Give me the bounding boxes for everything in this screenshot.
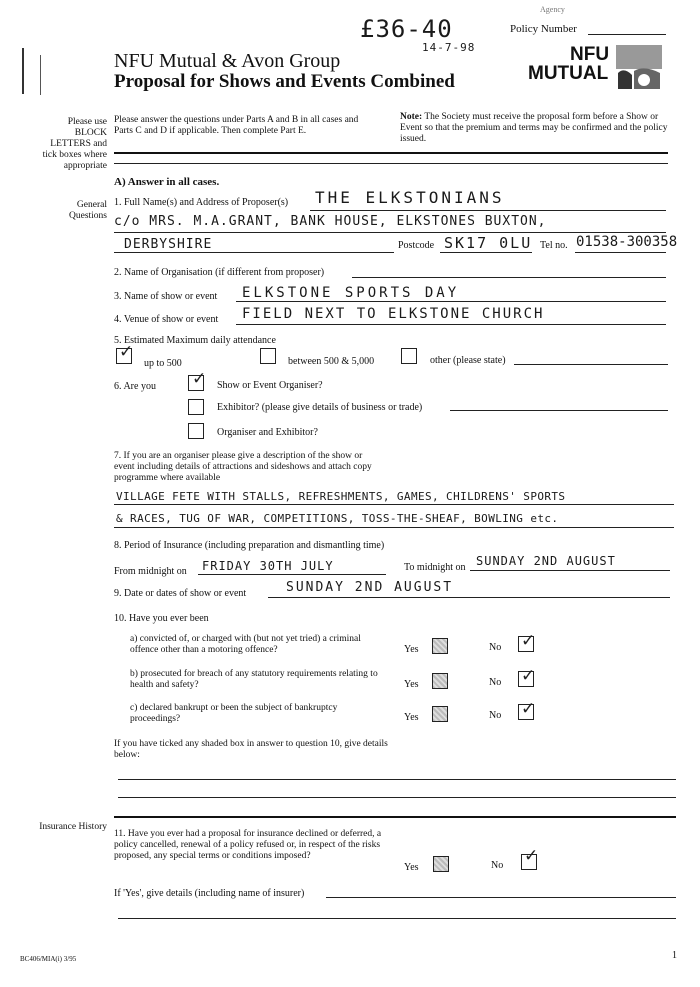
q10c-yes-checkbox[interactable] [432,706,448,722]
q10b-yes-checkbox[interactable] [432,673,448,689]
tel-value: 01538-300358 [576,234,678,250]
q1-field-line1[interactable] [310,210,666,211]
page-number: 1 [672,950,677,961]
tel-label: Tel no. [540,240,568,251]
from-label: From midnight on [114,566,187,577]
instructions-text: Please answer the questions under Parts A and B in all cases and Parts C and D if applicable. Then complete Part E. [114,115,359,136]
tel-field[interactable] [575,252,666,253]
handwritten-premium: £36-40 [360,15,453,43]
q11-text: 11. Have you ever had a proposal for insurance declined or deferred, a policy cancelled, renewal of a policy refused or, in respect of the risks proposed, any special terms or conditions imposed? [114,829,382,861]
note-body: The Society must receive the proposal form before a Show or Event so that the premium and terms may be confirmed and the policy issued. [400,112,668,144]
q1-label: 1. Full Name(s) and Address of Proposer(s) [114,197,289,208]
form-code: BC406/MIA(i) 3/95 [20,955,77,963]
policy-number-field[interactable] [588,34,666,35]
note-text [400,112,670,145]
margin-binding-mark [22,48,24,94]
q5-checkbox-500-5000[interactable] [260,348,276,364]
tick-icon: ✓ [119,342,134,362]
q11-yes-label: Yes [404,862,419,873]
postcode-field[interactable] [440,252,532,253]
q6-label: 6. Are you [114,381,156,392]
block-letters-note: Please use BLOCK LETTERS and tick boxes where appropriate [42,117,107,171]
q10a-no-label: No [489,642,502,653]
q1-field-line3[interactable] [114,252,394,253]
logo-text-nfu: NFU [570,44,610,65]
q11-no-label: No [491,860,504,871]
q10b-text: b) prosecuted for breach of any statutory requirements relating to health and safety? [130,669,378,690]
q11-details-field2[interactable] [118,918,676,919]
insurance-history-label: Insurance History [39,822,107,832]
q10c-text: c) declared bankrupt or been the subject of bankruptcy proceedings? [130,703,338,724]
q5-opt2-label: between 500 & 5,000 [288,356,375,367]
q5-other-field[interactable] [514,364,668,365]
q10c-no-label: No [489,710,502,721]
q11-details-label: If 'Yes', give details (including name of insurer) [114,888,305,899]
nfu-logo [528,45,666,97]
q7-field-line2[interactable] [114,527,674,528]
q3-value: ELKSTONE SPORTS DAY [242,285,460,301]
q10a-yes-label: Yes [404,644,419,655]
page-title: Proposal for Shows and Events Combined [114,71,455,92]
q10-details-field2[interactable] [118,797,676,798]
nfu-logo-icon [614,45,664,91]
tick-icon: ✓ [521,666,536,686]
q10b-yes-label: Yes [404,679,419,690]
q3-label: 3. Name of show or event [114,291,218,302]
q7-label: 7. If you are an organiser please give a description of the show or event including details of attractions and sideshows and attach copy programme where available [114,451,372,483]
to-field[interactable] [470,570,670,571]
q10-label: 10. Have you ever been [114,613,209,624]
general-questions-label: General Questions [69,200,107,221]
q6-checkbox-exhibitor[interactable] [188,399,204,415]
q1-value-line1: THE ELKSTONIANS [315,188,505,207]
q6-checkbox-both[interactable] [188,423,204,439]
q9-field[interactable] [268,597,670,598]
q9-label: 9. Date or dates of show or event [114,588,247,599]
q10c-yes-label: Yes [404,712,419,723]
q11-details-field1[interactable] [326,897,676,898]
q6-opt2-label: Exhibitor? (please give details of business or trade) [217,402,423,413]
q5-label: 5. Estimated Maximum daily attendance [114,335,276,346]
agency-label: Agency [540,5,565,14]
divider [114,163,668,164]
policy-number-label: Policy Number [510,23,577,35]
divider [114,152,668,154]
q7-value-line1: VILLAGE FETE WITH STALLS, REFRESHMENTS, GAMES, CHILDRENS' SPORTS [116,490,566,503]
q10a-yes-checkbox[interactable] [432,638,448,654]
tick-icon: ✓ [192,369,207,389]
postcode-value: SK17 0LU [444,234,533,252]
q6-opt1-label: Show or Event Organiser? [217,380,323,391]
to-value: SUNDAY 2ND AUGUST [476,554,616,568]
q1-value-line2: c/o MRS. M.A.GRANT, BANK HOUSE, ELKSTONES BUXTON, [114,214,547,229]
q7-field-line1[interactable] [114,504,674,505]
q7-value-line2: & RACES, TUG OF WAR, COMPETITIONS, TOSS-THE-SHEAF, BOWLING etc. [116,512,559,525]
q1-value-line3: DERBYSHIRE [124,237,213,252]
tick-icon: ✓ [521,631,536,651]
q5-opt1-label: up to 500 [144,358,182,369]
q5-opt3-label: other (please state) [430,355,506,366]
q4-field[interactable] [236,324,666,325]
q2-field[interactable] [352,277,666,278]
q10-details-field1[interactable] [118,779,676,780]
q11-yes-checkbox[interactable] [433,856,449,872]
to-label: To midnight on [404,562,466,573]
q10b-no-label: No [489,677,502,688]
q9-value: SUNDAY 2ND AUGUST [286,580,454,595]
tick-icon: ✓ [521,699,536,719]
q8-label: 8. Period of Insurance (including preparation and dismantling time) [114,540,385,551]
postcode-label: Postcode [398,240,435,251]
logo-text-mutual: MUTUAL [528,63,609,84]
from-field[interactable] [198,574,386,575]
note-label: Note: [400,112,423,122]
q2-label: 2. Name of Organisation (if different from proposer) [114,267,325,278]
q6-exhibitor-field[interactable] [450,410,668,411]
margin-binding-mark [40,55,41,95]
company-name: NFU Mutual & Avon Group [114,50,341,72]
q10a-text: a) convicted of, or charged with (but not yet tried) a criminal offence other than a motoring offence? [130,634,361,655]
q3-field[interactable] [236,301,666,302]
handwritten-date: 14-7-98 [422,41,476,54]
q10-details-label: If you have ticked any shaded box in answer to question 10, give details below: [114,739,388,760]
divider [114,816,676,818]
q5-checkbox-other[interactable] [401,348,417,364]
q4-value: FIELD NEXT TO ELKSTONE CHURCH [242,306,545,322]
from-value: FRIDAY 30TH JULY [202,559,334,573]
section-a-heading: A) Answer in all cases. [114,176,220,188]
q1-field-line2[interactable] [114,232,666,233]
q4-label: 4. Venue of show or event [114,314,219,325]
q6-opt3-label: Organiser and Exhibitor? [217,427,318,438]
tick-icon: ✓ [524,846,539,866]
